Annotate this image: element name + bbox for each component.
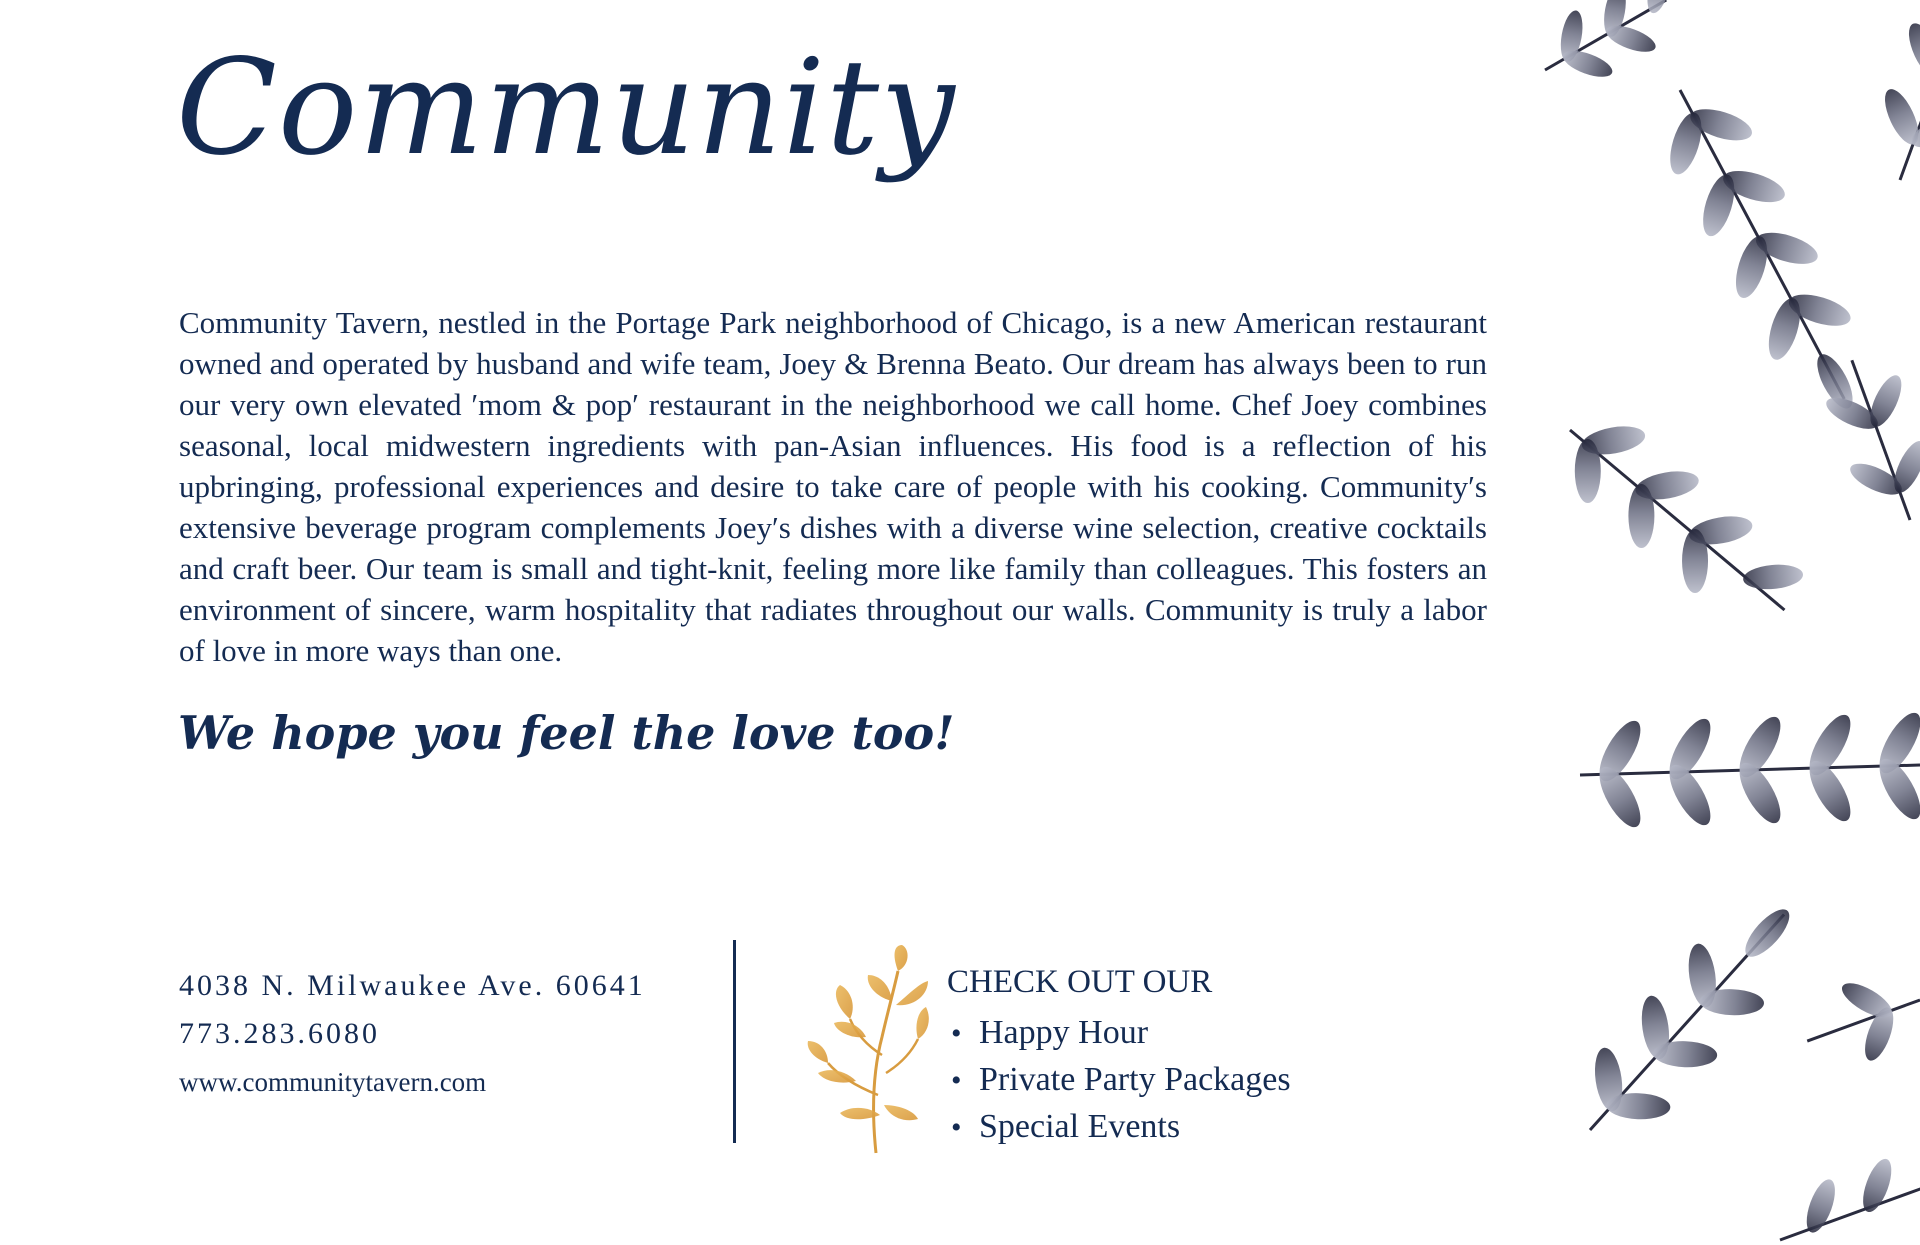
list-item-special-events[interactable] <box>947 1103 1291 1150</box>
offering-label: Special Events <box>979 1108 1181 1145</box>
list-item-happy-hour[interactable] <box>947 1009 1291 1056</box>
page-title: Community <box>176 31 956 185</box>
checkout-list <box>947 961 1291 1150</box>
offering-label: Private Party Packages <box>979 1061 1291 1098</box>
gold-leaf-sprig-icon <box>806 945 931 1155</box>
bullet-icon: • <box>951 1064 962 1097</box>
watercolor-leaf-branches-icon <box>1480 0 1920 1245</box>
offerings-list <box>947 1009 1291 1150</box>
list-item-private-party[interactable] <box>947 1056 1291 1103</box>
vertical-divider <box>733 940 736 1143</box>
offering-label: Happy Hour <box>979 1014 1149 1051</box>
contact-info <box>179 962 646 1106</box>
phone-number[interactable]: 773.283.6080 <box>179 1017 380 1050</box>
address: 4038 N. Milwaukee Ave. 60641 <box>179 969 646 1002</box>
tagline: We hope you feel the love too! <box>178 706 955 760</box>
about-paragraph: Community Tavern, nestled in the Portage Park neighborhood of Chicago, is a new American restaurant owned and operated by husband and wife team, Joey & Brenna Beato. Our dream has always been to run our very own elevated ′mom & pop′ restaurant in the neighborhood we call home. Chef Joey combines seasonal, local midwestern ingredients with pan-Asian influences. His food is a reflection of his upbringing, professional experiences and desire to take care of people with his cooking. Community′s extensive beverage program complements Joey′s dishes with a diverse wine selection, creative cocktails and craft beer. Our team is small and tight-knit, feeling more like family than colleagues. This fosters an environment of sincere, warm hospitality that radiates throughout our walls. Community is truly a labor of love in more ways than one. <box>179 305 1487 668</box>
bullet-icon: • <box>951 1017 962 1050</box>
checkout-heading: CHECK OUT OUR <box>947 964 1213 1000</box>
bullet-icon: • <box>951 1111 962 1144</box>
website-link[interactable]: www.communitytavern.com <box>179 1067 487 1097</box>
